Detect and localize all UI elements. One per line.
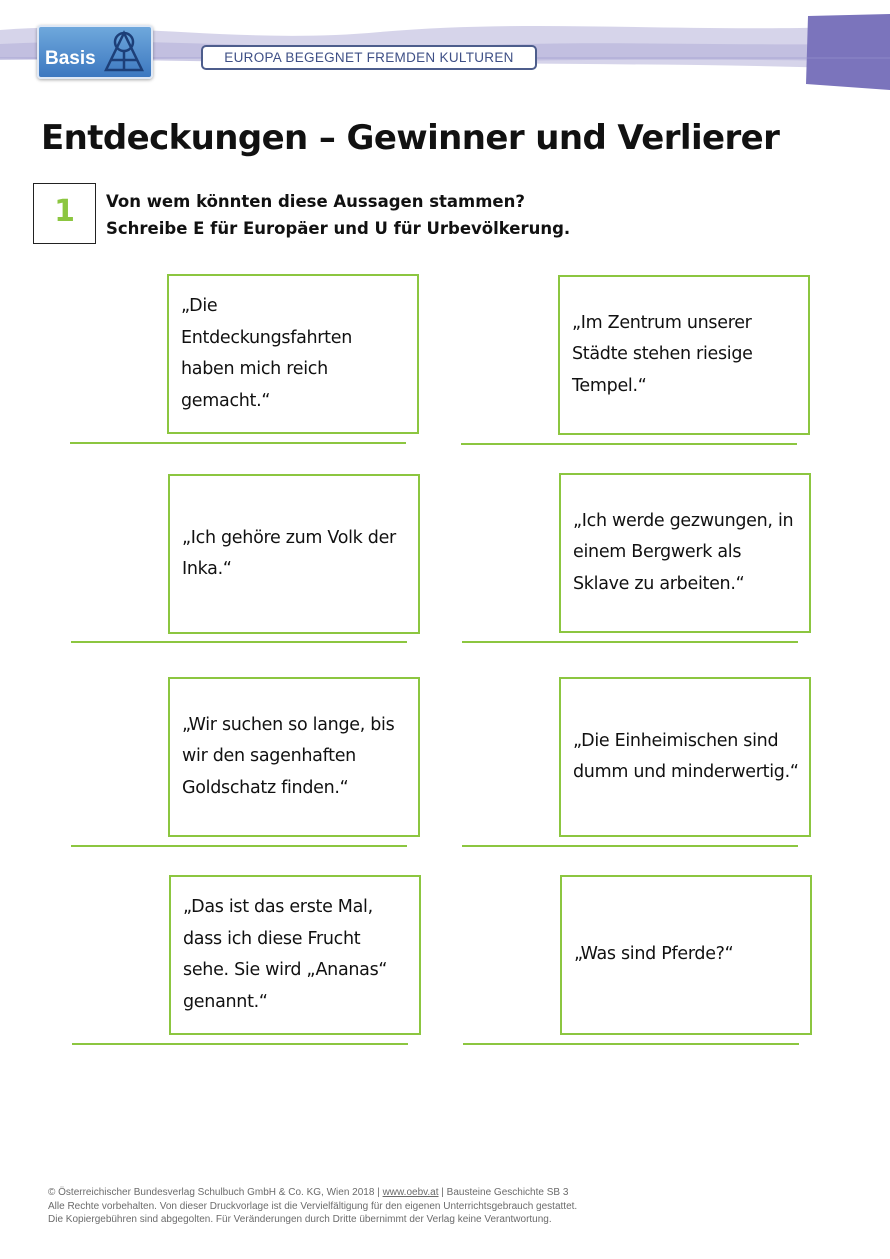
header-corner-block — [806, 14, 890, 90]
statement-card — [167, 274, 419, 434]
task-number-box — [33, 183, 96, 244]
answer-line[interactable] — [462, 845, 798, 847]
publisher-link[interactable]: www.oebv.at — [382, 1187, 439, 1198]
statement-text: „Das ist das erste Mal, dass ich diese Frucht sehe. Sie wird „Ananas“ genannt.“ — [183, 897, 388, 1012]
task-number: 1 — [54, 194, 75, 229]
basis-logo — [37, 25, 153, 79]
instruction-line-2: Schreibe E für Europäer und U für Urbevölkerung. — [106, 219, 571, 238]
statement-card — [168, 474, 420, 634]
copyright-footer — [48, 1186, 577, 1227]
logo-text: Basis — [45, 48, 96, 69]
page-title: Entdeckungen – Gewinner und Verlierer — [41, 118, 780, 158]
answer-line[interactable] — [463, 1043, 799, 1045]
footer-book-title: | Bausteine Geschichte SB 3 — [438, 1187, 569, 1198]
answer-line[interactable] — [461, 443, 797, 445]
statement-text: „Was sind Pferde?“ — [574, 944, 734, 965]
statement-card — [558, 275, 810, 435]
instruction-line-1: Von wem könnten diese Aussagen stammen? — [106, 192, 525, 211]
answer-line[interactable] — [71, 845, 407, 847]
statement-text: „Die Einheimischen sind dumm und minderwertig.“ — [573, 730, 799, 782]
series-title: EUROPA BEGEGNET FREMDEN KULTUREN — [201, 45, 537, 70]
statement-card — [169, 875, 421, 1035]
footer-line-3: Die Kopiergebühren sind abgegolten. Für Veränderungen durch Dritte übernimmt der Verlag keine Verantwortung. — [48, 1214, 552, 1225]
answer-line[interactable] — [72, 1043, 408, 1045]
statement-text: „Im Zentrum unserer Städte stehen riesige Tempel.“ — [572, 312, 753, 396]
pyramid-icon — [101, 30, 147, 76]
footer-publisher: © Österreichischer Bundesverlag Schulbuch GmbH & Co. KG, Wien 2018 | — [48, 1187, 383, 1198]
statement-card — [559, 677, 811, 837]
statement-card — [559, 473, 811, 633]
statement-text: „Die Entdeckungsfahrten haben mich reich gemacht.“ — [181, 296, 353, 411]
statement-text: „Wir suchen so lange, bis wir den sagenhaften Goldschatz finden.“ — [182, 714, 395, 798]
footer-line-1 — [48, 1186, 577, 1200]
answer-line[interactable] — [70, 442, 406, 444]
footer-line-2: Alle Rechte vorbehalten. Von dieser Druckvorlage ist die Vervielfältigung für den eigenen Unterrichtsgebrauch gestattet. — [48, 1200, 578, 1212]
statement-card — [560, 875, 812, 1035]
statement-text: „Ich gehöre zum Volk der Inka.“ — [182, 527, 396, 579]
statement-text: „Ich werde gezwungen, in einem Bergwerk als Sklave zu arbeiten.“ — [573, 510, 794, 594]
task-instructions — [106, 188, 570, 242]
answer-line[interactable] — [462, 641, 798, 643]
statement-card — [168, 677, 420, 837]
answer-line[interactable] — [71, 641, 407, 643]
